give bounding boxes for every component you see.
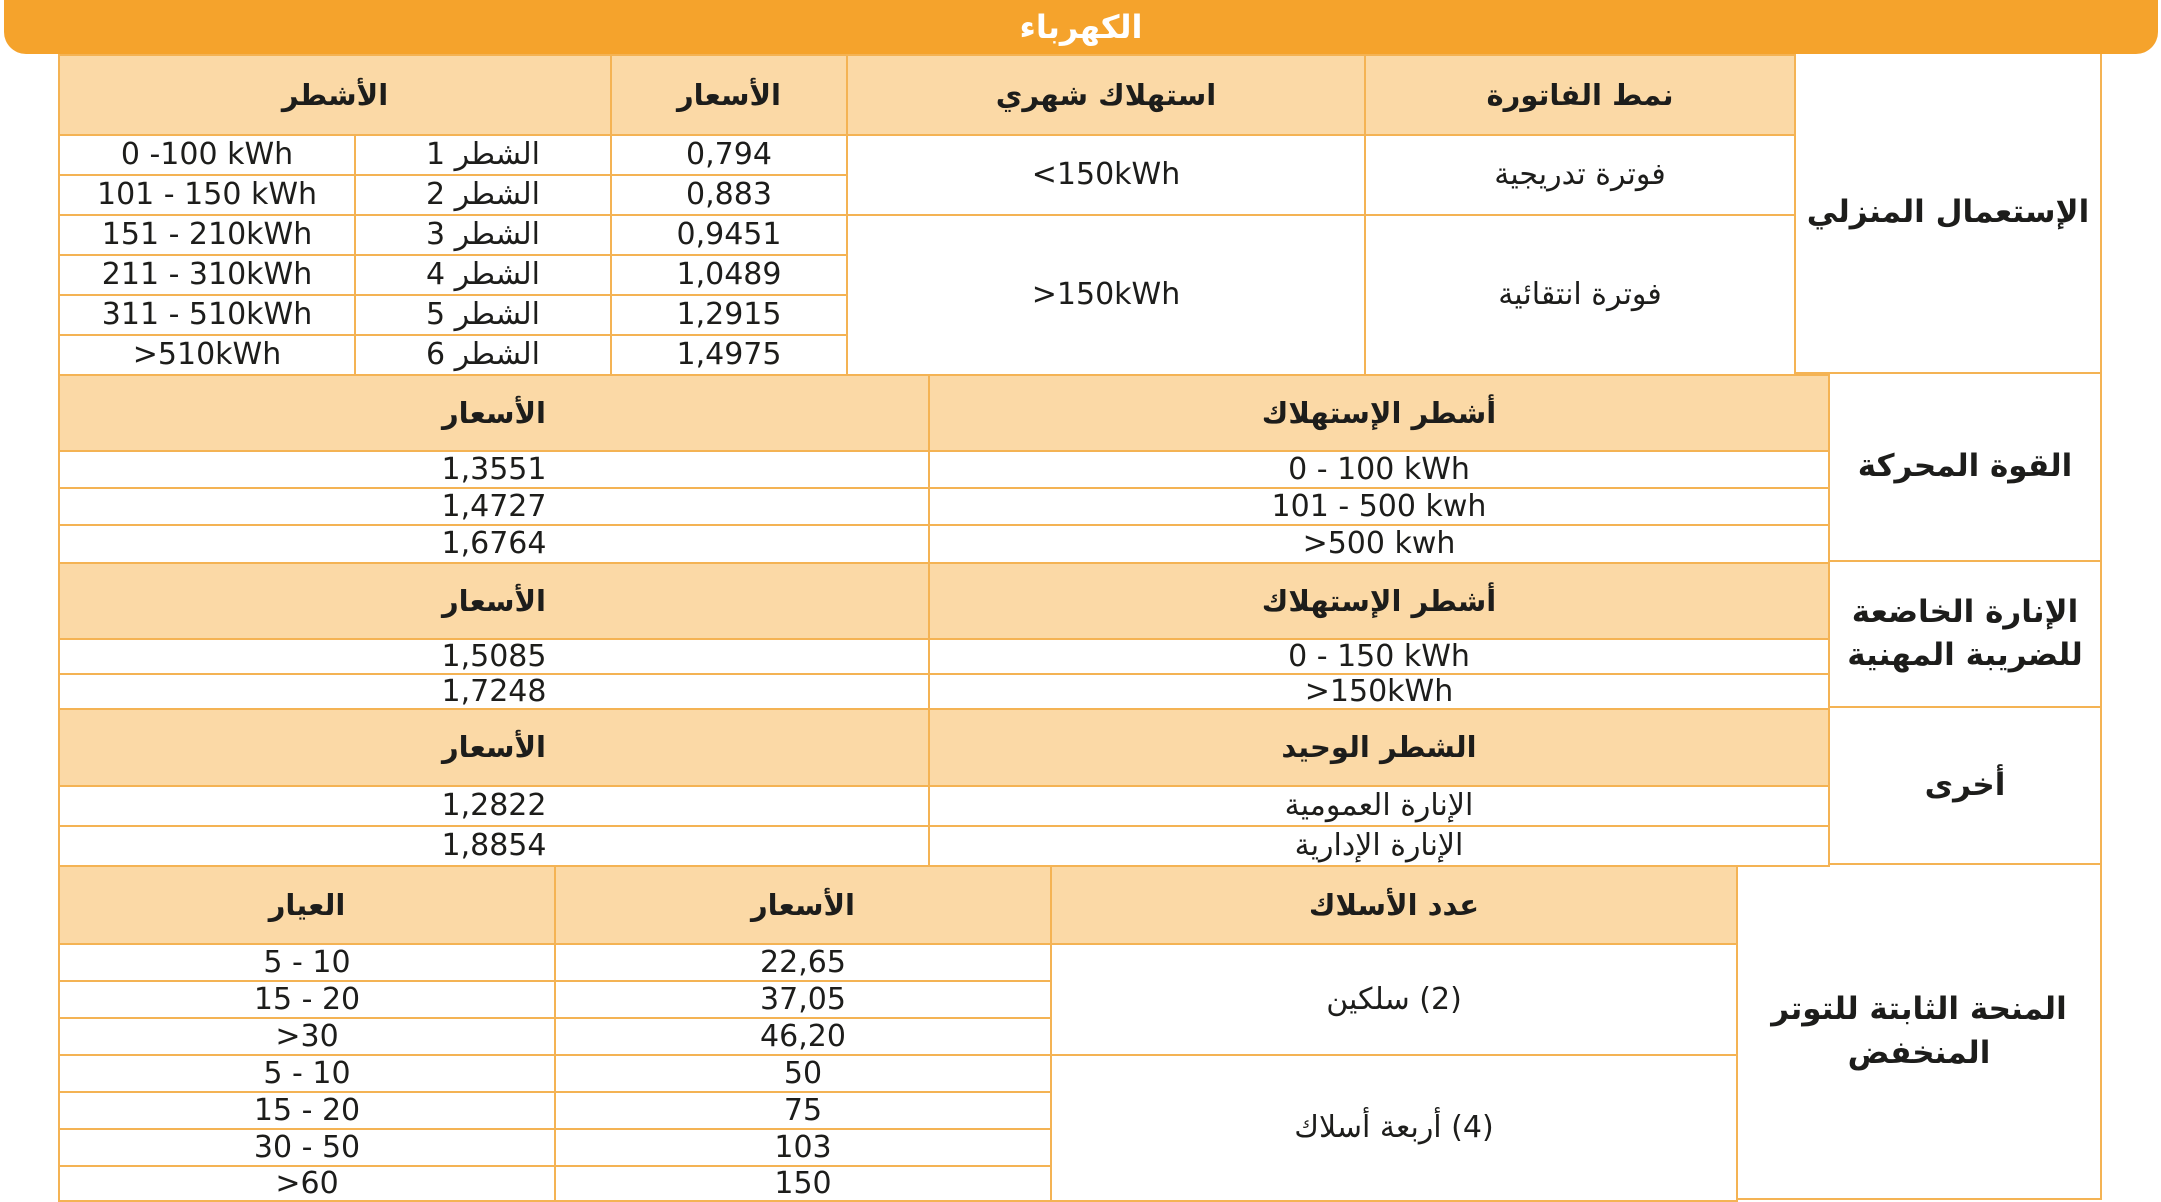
table-row [59, 674, 1829, 709]
price-cell: 1,7248 [59, 674, 929, 709]
header-single-bracket: الشطر الوحيد [929, 709, 1829, 786]
price-cell: 0,9451 [611, 215, 847, 255]
table-row [59, 488, 1829, 525]
table-row [59, 944, 1737, 981]
price-cell: 1,2915 [611, 295, 847, 335]
range-cell: 101 - 500 kwh [929, 488, 1829, 525]
table-row [59, 786, 1829, 826]
header-brackets: أشطر الإستهلاك [929, 563, 1829, 639]
fixed-table [58, 865, 1738, 1202]
selective-billing: فوترة انتقائية [1365, 215, 1795, 375]
category-label-line2: المنخفض [1847, 1034, 1991, 1071]
tier-cell: الشطر 6 [355, 335, 611, 375]
header-wire-count: عدد الأسلاك [1051, 866, 1737, 944]
price-cell: 0,794 [611, 135, 847, 175]
table-row [59, 135, 1795, 175]
price-cell: 1,0489 [611, 255, 847, 295]
rating-cell: 30 - 50 [59, 1129, 555, 1166]
category-professional-lighting [1828, 562, 2102, 706]
four-wire-cell: (4) أربعة أسلاك [1051, 1055, 1737, 1201]
price-cell: 1,8854 [59, 826, 929, 866]
rating-cell: 5 - 10 [59, 944, 555, 981]
category-label: الإستعمال المنزلي [1806, 194, 2090, 231]
category-label-line2: للضريبة المهنية [1847, 637, 2083, 673]
section-domestic [58, 54, 2102, 374]
price-cell: 1,4975 [611, 335, 847, 375]
price-cell: 1,2822 [59, 786, 929, 826]
header-brackets: الأشطر [59, 55, 611, 135]
price-cell: 1,5085 [59, 639, 929, 674]
rating-cell: 15 - 20 [59, 981, 555, 1018]
tier-cell: الشطر 3 [355, 215, 611, 255]
header-billing-type: نمط الفاتورة [1365, 55, 1795, 135]
header-prices: الأسعار [611, 55, 847, 135]
tier-cell: الشطر 4 [355, 255, 611, 295]
range-cell: 151 - 210kWh [59, 215, 355, 255]
section-fixed-charge [58, 865, 2102, 1200]
tier-cell: الشطر 2 [355, 175, 611, 215]
range-cell: 0 -100 kWh [59, 135, 355, 175]
category-motive-power [1828, 374, 2102, 560]
range-cell: 311 - 510kWh [59, 295, 355, 335]
section-professional-lighting [58, 562, 2102, 708]
tier-cell: الشطر 1 [355, 135, 611, 175]
rating-cell: >30 [59, 1018, 555, 1055]
category-label: القوة المحركة [1857, 448, 2073, 485]
rating-cell: >60 [59, 1166, 555, 1201]
selective-consumption: >150kWh [847, 215, 1365, 375]
price-cell: 46,20 [555, 1018, 1051, 1055]
header-prices: الأسعار [59, 563, 929, 639]
table-row [59, 1055, 1737, 1092]
other-table [58, 708, 1830, 867]
table-row [59, 525, 1829, 563]
rating-cell: 15 - 20 [59, 1092, 555, 1129]
two-wire-cell: (2) سلكين [1051, 944, 1737, 1055]
category-domestic [1794, 54, 2102, 372]
professional-table [58, 562, 1830, 710]
progressive-consumption: <150kWh [847, 135, 1365, 215]
header-rating: العيار [59, 866, 555, 944]
range-cell: 0 - 100 kWh [929, 451, 1829, 488]
price-cell: 0,883 [611, 175, 847, 215]
category-fixed-charge [1736, 865, 2102, 1198]
section-other [58, 708, 2102, 865]
price-cell: 22,65 [555, 944, 1051, 981]
table-row [59, 215, 1795, 255]
category-label-line1: المنحة الثابتة للتوتر [1771, 991, 2067, 1028]
range-cell: >500 kwh [929, 525, 1829, 563]
table-row [59, 826, 1829, 866]
price-cell: 103 [555, 1129, 1051, 1166]
rating-cell: 5 - 10 [59, 1055, 555, 1092]
price-cell: 1,3551 [59, 451, 929, 488]
range-cell: 211 - 310kWh [59, 255, 355, 295]
price-cell: 1,6764 [59, 525, 929, 563]
table-row [59, 451, 1829, 488]
price-cell: 37,05 [555, 981, 1051, 1018]
price-cell: 150 [555, 1166, 1051, 1201]
price-cell: 75 [555, 1092, 1051, 1129]
range-cell: 0 - 150 kWh [929, 639, 1829, 674]
header-monthly-consumption: استهلاك شهري [847, 55, 1365, 135]
usage-cell: الإنارة الإدارية [929, 826, 1829, 866]
range-cell: >150kWh [929, 674, 1829, 709]
domestic-table [58, 54, 1796, 376]
usage-cell: الإنارة العمومية [929, 786, 1829, 826]
price-cell: 1,4727 [59, 488, 929, 525]
motive-table [58, 374, 1830, 564]
header-prices: الأسعار [555, 866, 1051, 944]
header-brackets: أشطر الإستهلاك [929, 375, 1829, 451]
category-label-line1: الإنارة الخاضعة [1851, 593, 2079, 630]
table-row [59, 639, 1829, 674]
tier-cell: الشطر 5 [355, 295, 611, 335]
header-prices: الأسعار [59, 375, 929, 451]
page-title: الكهرباء [4, 0, 2158, 54]
header-prices: الأسعار [59, 709, 929, 786]
progressive-billing: فوترة تدريجية [1365, 135, 1795, 215]
section-motive-power [58, 374, 2102, 562]
price-cell: 50 [555, 1055, 1051, 1092]
category-label: أخرى [1924, 766, 2006, 803]
range-cell: >510kWh [59, 335, 355, 375]
category-other [1828, 708, 2102, 863]
range-cell: 101 - 150 kWh [59, 175, 355, 215]
